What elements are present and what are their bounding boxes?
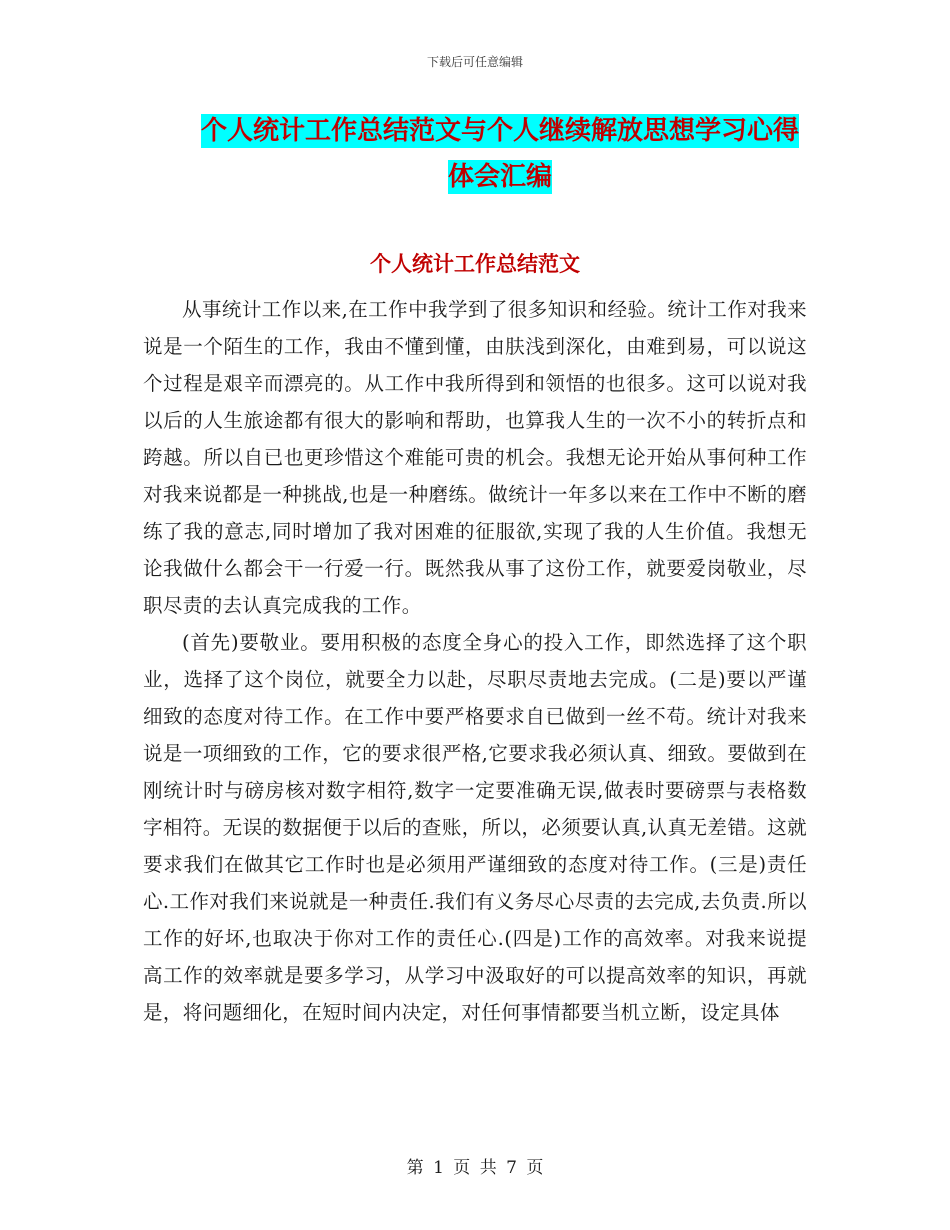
header-note: 下载后可任意编辑 bbox=[426, 55, 523, 69]
paragraph-1: 从事统计工作以来,在工作中我学到了很多知识和经验。统计工作对我来说是一个陌生的工作，我由不懂到懂，由肤浅到深化，由难到易，可以说这个过程是艰辛而漂亮的。从工作中我所得到和领悟的也很多。这可以说对我以后的人生旅途都有很大的影响和帮助，也算我人生的一次不小的转折点和跨越。所以自已也更珍惜这个难能可贵的机会。我想无论开始从事何种工作对我来说都是一种挑战,也是一种磨练。做统计一年多以来在工作中不断的磨练了我的意志,同时增加了我对困难的征服欲,实现了我的人生价值。我想无论我做什么都会干一行爱一行。既然我从事了这份工作，就要爱岗敬业，尽职尽责的去认真完成我的工作。 bbox=[143, 298, 807, 617]
page-footer: 第 1 页 共 7 页 bbox=[406, 1158, 544, 1178]
paragraph-2: (首先)要敬业。要用积极的态度全身心的投入工作，即然选择了这个职业，选择了这个岗位，就要全力以赴，尽职尽责地去完成。(二是)要以严谨细致的态度对待工作。在工作中要严格要求自已做到一丝不苟。统计对我来说是一项细致的工作，它的要求很严格,它要求我必须认真、细致。要做到在刚统计时与磅房核对数字相符,数字一定要准确无误,做表时要磅票与表格数字相符。无误的数据便于以后的查账，所以，必须要认真,认真无差错。这就要求我们在做其它工作时也是必须用严谨细致的态度对待工作。(三是)责任心.工作对我们来说就是一种责任.我们有义务尽心尽责的去完成,去负责.所以工作的好坏,也取决于你对工作的责任心.(四是)工作的高效率。对我来说提高工作的效率就是要多学习，从学习中汲取好的可以提高效率的知识，再就是，将问题细化，在短时间内决定，对任何事情都要当机立断，设定具体 bbox=[143, 631, 807, 1024]
section-title: 个人统计工作总结范文 bbox=[370, 252, 580, 276]
document-title-line-2: 体会汇编 bbox=[447, 162, 552, 192]
body-text bbox=[143, 291, 807, 1031]
document-title bbox=[140, 108, 860, 200]
document-title-line-1: 个人统计工作总结范文与个人继续解放思想学习心得 bbox=[200, 116, 799, 146]
